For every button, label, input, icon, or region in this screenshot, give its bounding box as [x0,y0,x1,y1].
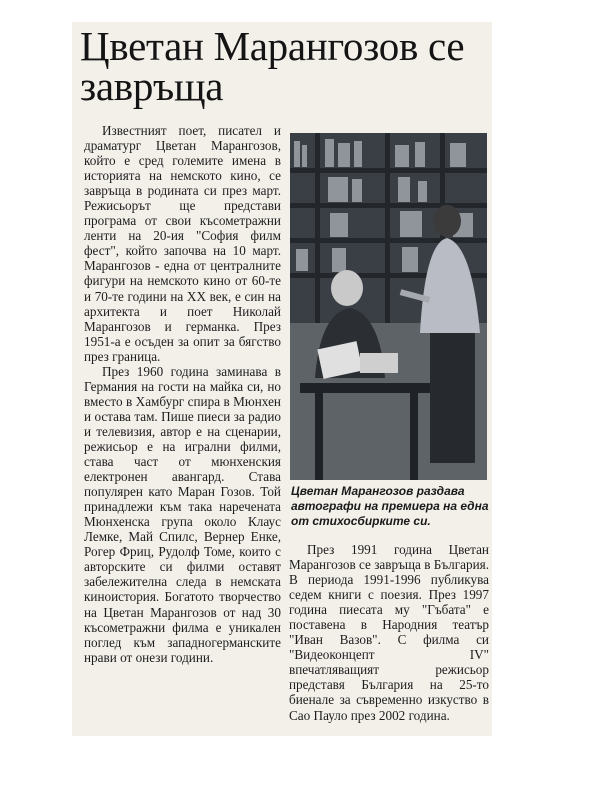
article-photo [290,133,487,480]
article-headline: Цветан Марангозов се завръща [80,23,465,109]
paragraph-2: През 1960 година заминава в Германия на гости на майка си, но вместо в Хамбург спира в Мюнхен и остава там. Пише пиеси за радио и телевизия, автор е на сценарии, режисьор е на игрални филми, става част от мюнхенския електронен авангард. Става популярен като Маран Гозов. Той принадлежи към така наречената Мюнхенска група около Клаус Лемке, Май Спилс, Вернер Енке, Рогер Фриц, Рудолф Томе, които с авторските си филми оставят забележителна следа в немската киноистория. Богатото творчество на Цветан Марангозов от над 30 късометражни филма е уникален поглед към западногерманските нрави от онези години. [84,363,281,665]
right-column [289,542,489,723]
paragraph-3: През 1991 година Цветан Марангозов се завръща в България. В периода 1991-1996 публикува седем книги с поезия. През 1997 година пиесата му "Гъбата" е поставена в Народния театър "Иван Вазов". С филма си "Видеоконцепт IV" впечатляващият режисьор представя България на 25-то биенале за съвременно изкуство в Сао Пауло през 2002 година. [289,542,489,723]
paragraph-1: Известният поет, писател и драматург Цветан Марангозов, който е сред големите имена в историята на немското кино, се завръща в родината си през март. Режисьорът ще представи програма от свои късометражни ленти на 20-ия "София филм фест", който започва на 10 март. Марангозов - една от централните фигури на немското кино от 60-те и 70-те години на XX век, е син на архитекта и поет Николай Марангозов и германка. През 1951-а е осъден за опит за бягство през граница. [84,123,281,364]
left-column [84,123,281,665]
photo-caption: Цветан Марангозов раздава автографи на премиера на една от стихосбирките си. [291,484,489,528]
